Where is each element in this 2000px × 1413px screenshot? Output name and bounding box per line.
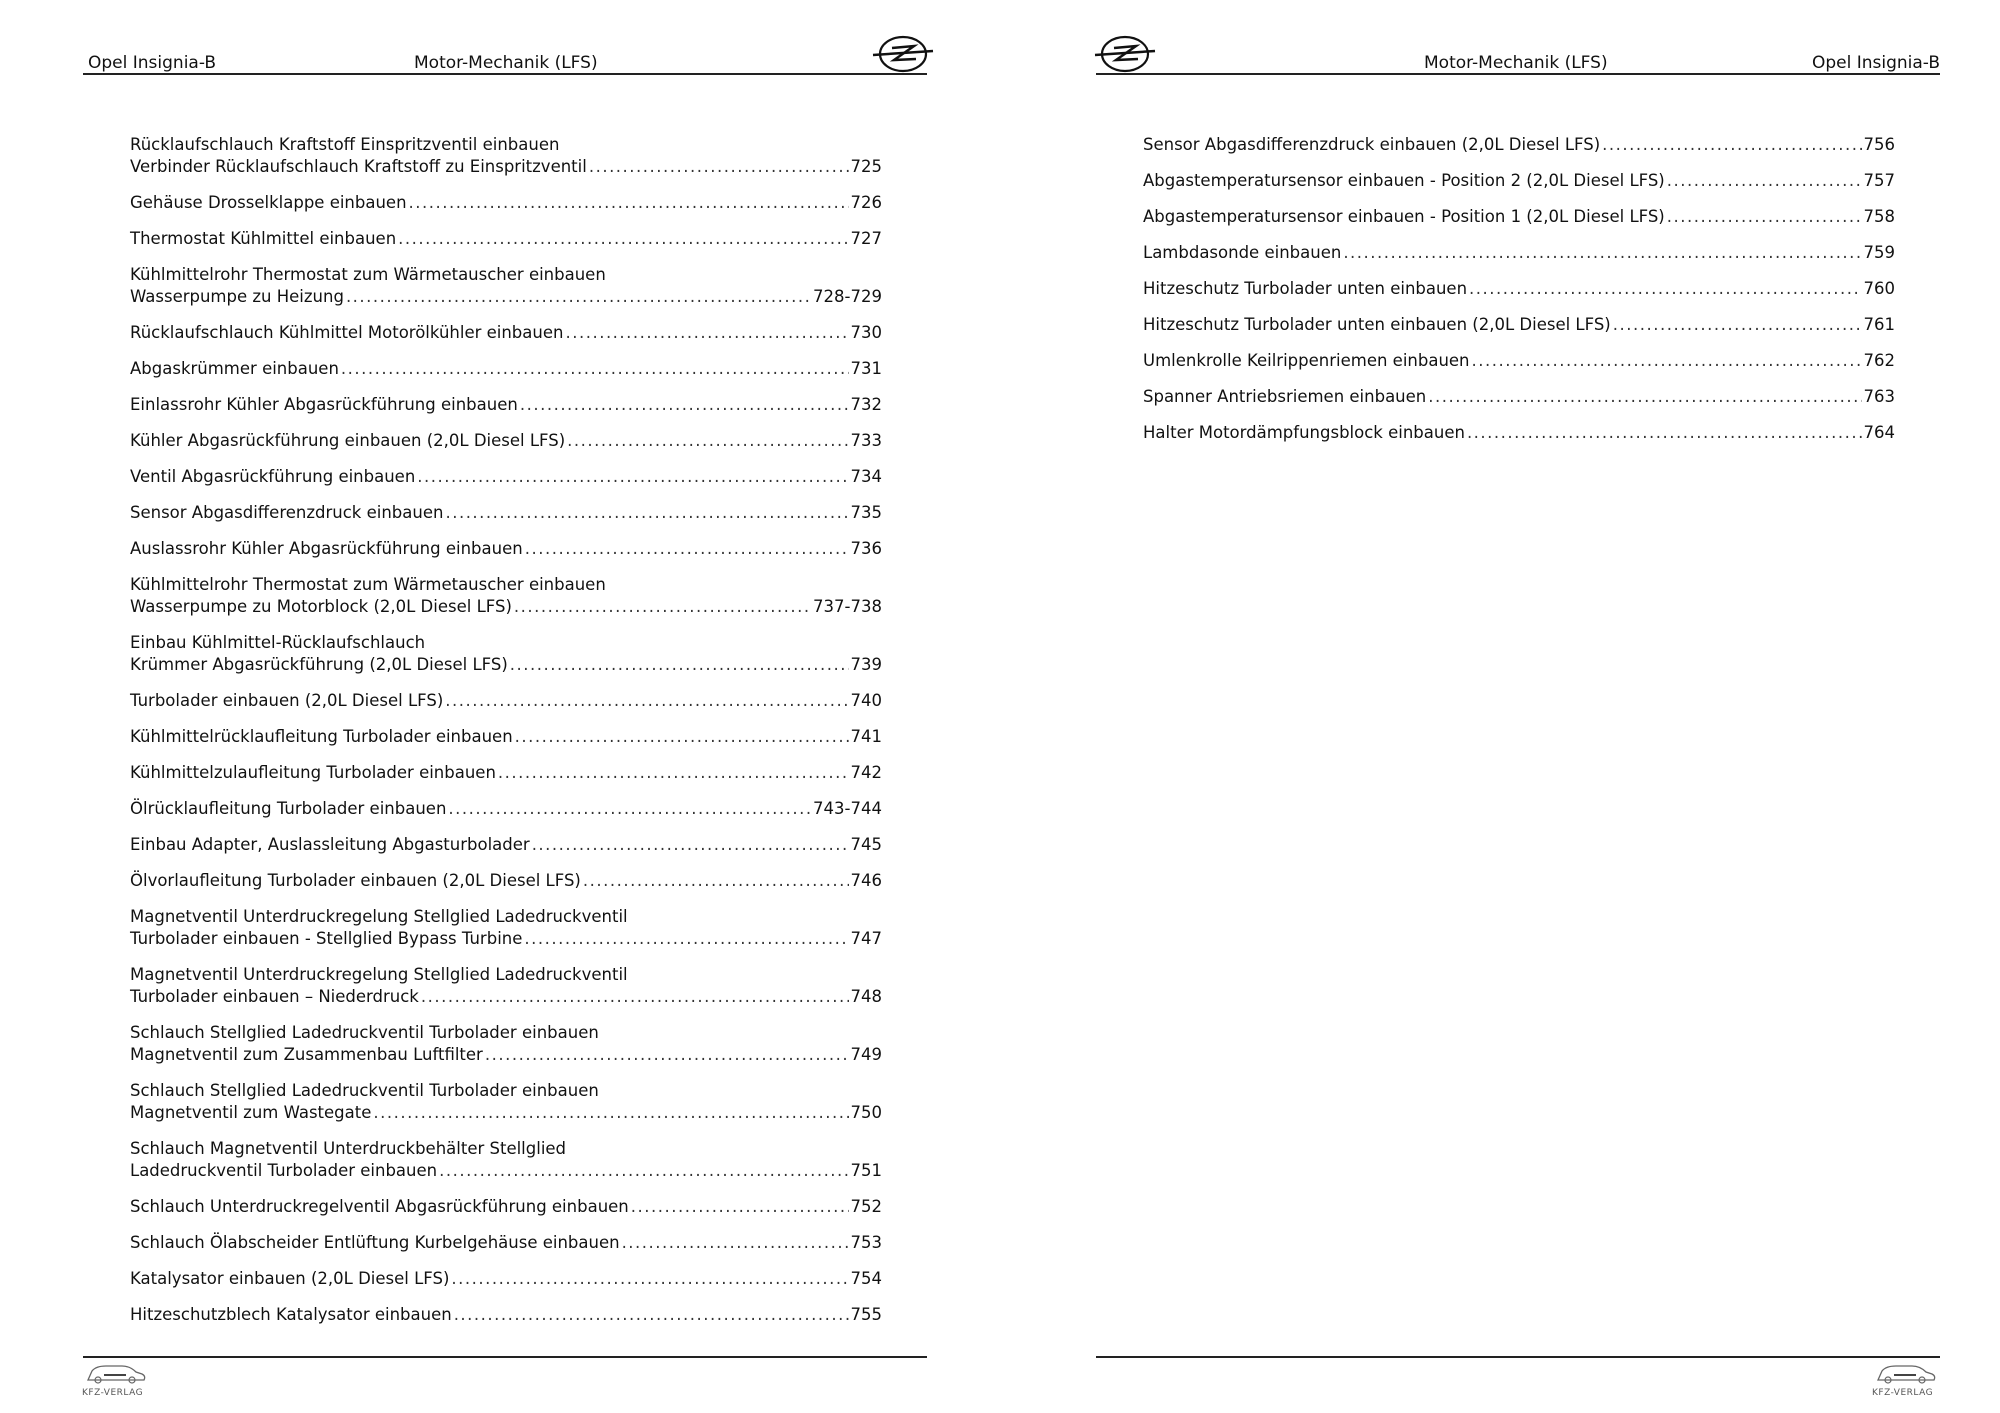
toc-entry[interactable] (1143, 134, 1895, 156)
toc-entry-title-line: Umlenkrolle Keilrippenriemen einbauen (1143, 351, 1470, 370)
toc-page-number: 752 (850, 1197, 882, 1216)
opel-blitz-icon (872, 34, 934, 78)
leader-dots (532, 834, 849, 856)
toc-entry[interactable] (130, 632, 882, 676)
toc-page-number: 754 (850, 1269, 882, 1288)
toc-entry-title-line: Auslassrohr Kühler Abgasrückführung einbauen (130, 539, 523, 558)
toc-page-number: 753 (850, 1233, 882, 1252)
leader-dots (1602, 134, 1861, 156)
leader-dots (1467, 422, 1862, 444)
leader-dots (445, 690, 848, 712)
toc-page-number: 748 (850, 987, 882, 1006)
toc-entry[interactable] (130, 690, 882, 712)
toc-entry-title-line: Thermostat Kühlmittel einbauen (130, 229, 397, 248)
toc-entry[interactable] (1143, 314, 1895, 336)
toc-entry-title-line: Schlauch Stellglied Ladedruckventil Turbolader einbauen (130, 1081, 599, 1100)
leader-dots (622, 1232, 849, 1254)
toc-entry[interactable] (1143, 242, 1895, 264)
toc-entry[interactable] (130, 134, 882, 178)
toc-page-number: 730 (850, 323, 882, 342)
publisher-name: KFZ-VERLAG (82, 1388, 144, 1398)
toc-entry-title-line: Schlauch Ölabscheider Entlüftung Kurbelgehäuse einbauen (130, 1233, 620, 1252)
leader-dots (631, 1196, 849, 1218)
toc-page-number: 728-729 (813, 287, 882, 306)
toc-entry[interactable] (1143, 422, 1895, 444)
toc-entry-title-line: Einbau Adapter, Auslassleitung Abgasturbolader (130, 835, 530, 854)
toc-page-number: 761 (1863, 315, 1895, 334)
toc-page-number: 756 (1863, 135, 1895, 154)
toc-entry-title-line: Lambdasonde einbauen (1143, 243, 1342, 262)
toc-entry-title-line: Magnetventil zum Wastegate (130, 1103, 372, 1122)
leader-dots (583, 870, 849, 892)
toc-entry[interactable] (130, 466, 882, 488)
toc-entry[interactable] (130, 1196, 882, 1218)
header-rule (83, 73, 927, 75)
toc-page-number: 740 (850, 691, 882, 710)
toc-entry-title-line: Turbolader einbauen - Stellglied Bypass Turbine (130, 929, 523, 948)
toc-entry[interactable] (130, 264, 882, 308)
toc-entry-title-line: Sensor Abgasdifferenzdruck einbauen (2,0L Diesel LFS) (1143, 135, 1601, 154)
toc-page-number: 746 (850, 871, 882, 890)
toc-page-number: 764 (1863, 423, 1895, 442)
toc-entry-title-line: Krümmer Abgasrückführung (2,0L Diesel LFS) (130, 655, 508, 674)
toc-entry[interactable] (1143, 170, 1895, 192)
publisher-logo (82, 1362, 148, 1398)
leader-dots (1613, 314, 1862, 336)
leader-dots (524, 928, 848, 950)
header-car-title: Opel Insignia-B (88, 53, 217, 73)
leader-dots (439, 1160, 848, 1182)
toc-page-number: 736 (850, 539, 882, 558)
toc-page-number: 739 (850, 655, 882, 674)
toc-entry-title-line: Halter Motordämpfungsblock einbauen (1143, 423, 1465, 442)
toc-page-number: 725 (850, 157, 882, 176)
toc-page-number: 733 (850, 431, 882, 450)
toc-entry[interactable] (1143, 278, 1895, 300)
leader-dots (1667, 170, 1862, 192)
toc-page-number: 763 (1863, 387, 1895, 406)
toc-entry[interactable] (130, 1138, 882, 1182)
toc-entry-title-line: Kühlmittelzulaufleitung Turbolader einbauen (130, 763, 496, 782)
leader-dots (417, 466, 848, 488)
toc-entry[interactable] (130, 430, 882, 452)
opel-blitz-icon (1094, 34, 1156, 78)
publisher-logo (1872, 1362, 1938, 1398)
toc-page-number: 731 (850, 359, 882, 378)
leader-dots (1469, 278, 1861, 300)
leader-dots (451, 1268, 848, 1290)
toc-page-number: 757 (1863, 171, 1895, 190)
toc-entry-title-line: Wasserpumpe zu Motorblock (2,0L Diesel LFS) (130, 597, 512, 616)
toc-entry-title-line: Magnetventil zum Zusammenbau Luftfilter (130, 1045, 483, 1064)
toc-page-number: 745 (850, 835, 882, 854)
toc-entry-title-line: Wasserpumpe zu Heizung (130, 287, 344, 306)
toc-entry[interactable] (130, 1304, 882, 1326)
toc-entry[interactable] (130, 834, 882, 856)
toc-entry[interactable] (130, 574, 882, 618)
toc-page-number: 727 (850, 229, 882, 248)
toc-entry[interactable] (1143, 350, 1895, 372)
toc-entry[interactable] (130, 870, 882, 892)
toc-page-number: 750 (850, 1103, 882, 1122)
leader-dots (565, 322, 848, 344)
leader-dots (1472, 350, 1862, 372)
toc-entry-title-line: Sensor Abgasdifferenzdruck einbauen (130, 503, 444, 522)
toc-entry-title-line: Ventil Abgasrückführung einbauen (130, 467, 416, 486)
car-wrench-icon (82, 1362, 148, 1384)
toc-entry-title-line: Schlauch Stellglied Ladedruckventil Turbolader einbauen (130, 1023, 599, 1042)
toc-entry[interactable] (130, 762, 882, 784)
toc-entry[interactable] (130, 322, 882, 344)
toc-entry[interactable] (130, 358, 882, 380)
leader-dots (589, 156, 849, 178)
right-page (1000, 0, 2000, 1413)
toc-entry[interactable] (130, 964, 882, 1008)
toc-entry-title-line: Gehäuse Drosselklappe einbauen (130, 193, 407, 212)
toc-entry[interactable] (130, 1232, 882, 1254)
toc-page-number: 762 (1863, 351, 1895, 370)
toc-page-number: 741 (850, 727, 882, 746)
toc-page-number: 751 (850, 1161, 882, 1180)
toc-entry-title-line: Magnetventil Unterdruckregelung Stellglied Ladedruckventil (130, 965, 628, 984)
toc-entry-title-line: Rücklaufschlauch Kühlmittel Motorölkühler einbauen (130, 323, 564, 342)
leader-dots (520, 394, 849, 416)
toc-entry-title-line: Verbinder Rücklaufschlauch Kraftstoff zu Einspritzventil (130, 157, 587, 176)
toc-entry-title-line: Schlauch Magnetventil Unterdruckbehälter Stellglied (130, 1139, 567, 1158)
toc-entry[interactable] (130, 1080, 882, 1124)
toc-page-number: 742 (850, 763, 882, 782)
toc-entry-title-line: Katalysator einbauen (2,0L Diesel LFS) (130, 1269, 450, 1288)
toc-entry[interactable] (130, 502, 882, 524)
toc-page-number: 732 (850, 395, 882, 414)
toc-page-number: 755 (850, 1305, 882, 1324)
car-wrench-icon (1872, 1362, 1938, 1384)
leader-dots (567, 430, 848, 452)
toc-page-number: 747 (850, 929, 882, 948)
toc-entry[interactable] (130, 394, 882, 416)
toc-entry[interactable] (130, 726, 882, 748)
toc-entry-title-line: Abgastemperatursensor einbauen - Position 2 (2,0L Diesel LFS) (1143, 171, 1665, 190)
header-rule (1096, 73, 1940, 75)
toc-entry[interactable] (130, 1268, 882, 1290)
toc-entry-title-line: Abgastemperatursensor einbauen - Position 1 (2,0L Diesel LFS) (1143, 207, 1665, 226)
toc-page-number: 749 (850, 1045, 882, 1064)
toc-list-right (1143, 134, 1895, 458)
toc-entry-title-line: Rücklaufschlauch Kraftstoff Einspritzventil einbauen (130, 135, 560, 154)
footer-rule (1096, 1356, 1940, 1358)
toc-page-number: 726 (850, 193, 882, 212)
toc-entry[interactable] (130, 798, 882, 820)
toc-entry[interactable] (130, 906, 882, 950)
toc-entry-title-line: Hitzeschutz Turbolader unten einbauen (2,0L Diesel LFS) (1143, 315, 1611, 334)
toc-page-number: 760 (1863, 279, 1895, 298)
leader-dots (341, 358, 849, 380)
leader-dots (1343, 242, 1861, 264)
toc-page-number: 735 (850, 503, 882, 522)
toc-entry-title-line: Hitzeschutz Turbolader unten einbauen (1143, 279, 1468, 298)
leader-dots (515, 726, 849, 748)
toc-entry-title-line: Hitzeschutzblech Katalysator einbauen (130, 1305, 452, 1324)
header-car-title: Opel Insignia-B (1811, 53, 1940, 73)
leader-dots (1667, 206, 1862, 228)
toc-page-number: 737-738 (813, 597, 882, 616)
toc-entry-title-line: Einbau Kühlmittel-Rücklaufschlauch (130, 633, 426, 652)
leader-dots (445, 502, 848, 524)
toc-list-left (130, 134, 882, 1340)
footer-rule (83, 1356, 927, 1358)
leader-dots (498, 762, 849, 784)
toc-page-number: 743-744 (813, 799, 882, 818)
toc-entry[interactable] (130, 228, 882, 250)
toc-entry-title-line: Kühlmittelrohr Thermostat zum Wärmetauscher einbauen (130, 575, 606, 594)
publisher-name: KFZ-VERLAG (1872, 1388, 1934, 1398)
toc-entry[interactable] (1143, 386, 1895, 408)
header-section-title: Motor-Mechanik (LFS) (1424, 53, 1608, 73)
toc-page-number: 758 (1863, 207, 1895, 226)
leader-dots (421, 986, 849, 1008)
toc-entry[interactable] (130, 538, 882, 560)
toc-entry-title-line: Ölrücklaufleitung Turbolader einbauen (130, 799, 447, 818)
toc-entry-title-line: Turbolader einbauen – Niederdruck (130, 987, 419, 1006)
toc-entry-title-line: Kühlmittelrücklaufleitung Turbolader einbauen (130, 727, 513, 746)
toc-entry[interactable] (130, 192, 882, 214)
toc-page-number: 759 (1863, 243, 1895, 262)
toc-entry-title-line: Spanner Antriebsriemen einbauen (1143, 387, 1427, 406)
toc-entry-title-line: Ölvorlaufleitung Turbolader einbauen (2,0L Diesel LFS) (130, 871, 581, 890)
leader-dots (454, 1304, 849, 1326)
leader-dots (409, 192, 849, 214)
leader-dots (346, 286, 811, 308)
toc-entry-title-line: Kühlmittelrohr Thermostat zum Wärmetauscher einbauen (130, 265, 606, 284)
leader-dots (485, 1044, 849, 1066)
leader-dots (510, 654, 849, 676)
leader-dots (1428, 386, 1861, 408)
toc-entry-title-line: Ladedruckventil Turbolader einbauen (130, 1161, 438, 1180)
toc-entry-title-line: Schlauch Unterdruckregelventil Abgasrückführung einbauen (130, 1197, 629, 1216)
leader-dots (514, 596, 811, 618)
toc-entry-title-line: Kühler Abgasrückführung einbauen (2,0L Diesel LFS) (130, 431, 566, 450)
toc-entry-title-line: Einlassrohr Kühler Abgasrückführung einbauen (130, 395, 518, 414)
leader-dots (525, 538, 849, 560)
toc-entry[interactable] (130, 1022, 882, 1066)
leader-dots (448, 798, 811, 820)
leader-dots (398, 228, 848, 250)
toc-entry-title-line: Turbolader einbauen (2,0L Diesel LFS) (130, 691, 444, 710)
toc-entry[interactable] (1143, 206, 1895, 228)
toc-entry-title-line: Abgaskrümmer einbauen (130, 359, 339, 378)
toc-page-number: 734 (850, 467, 882, 486)
leader-dots (373, 1102, 848, 1124)
toc-entry-title-line: Magnetventil Unterdruckregelung Stellglied Ladedruckventil (130, 907, 628, 926)
header-section-title: Motor-Mechanik (LFS) (414, 53, 598, 73)
